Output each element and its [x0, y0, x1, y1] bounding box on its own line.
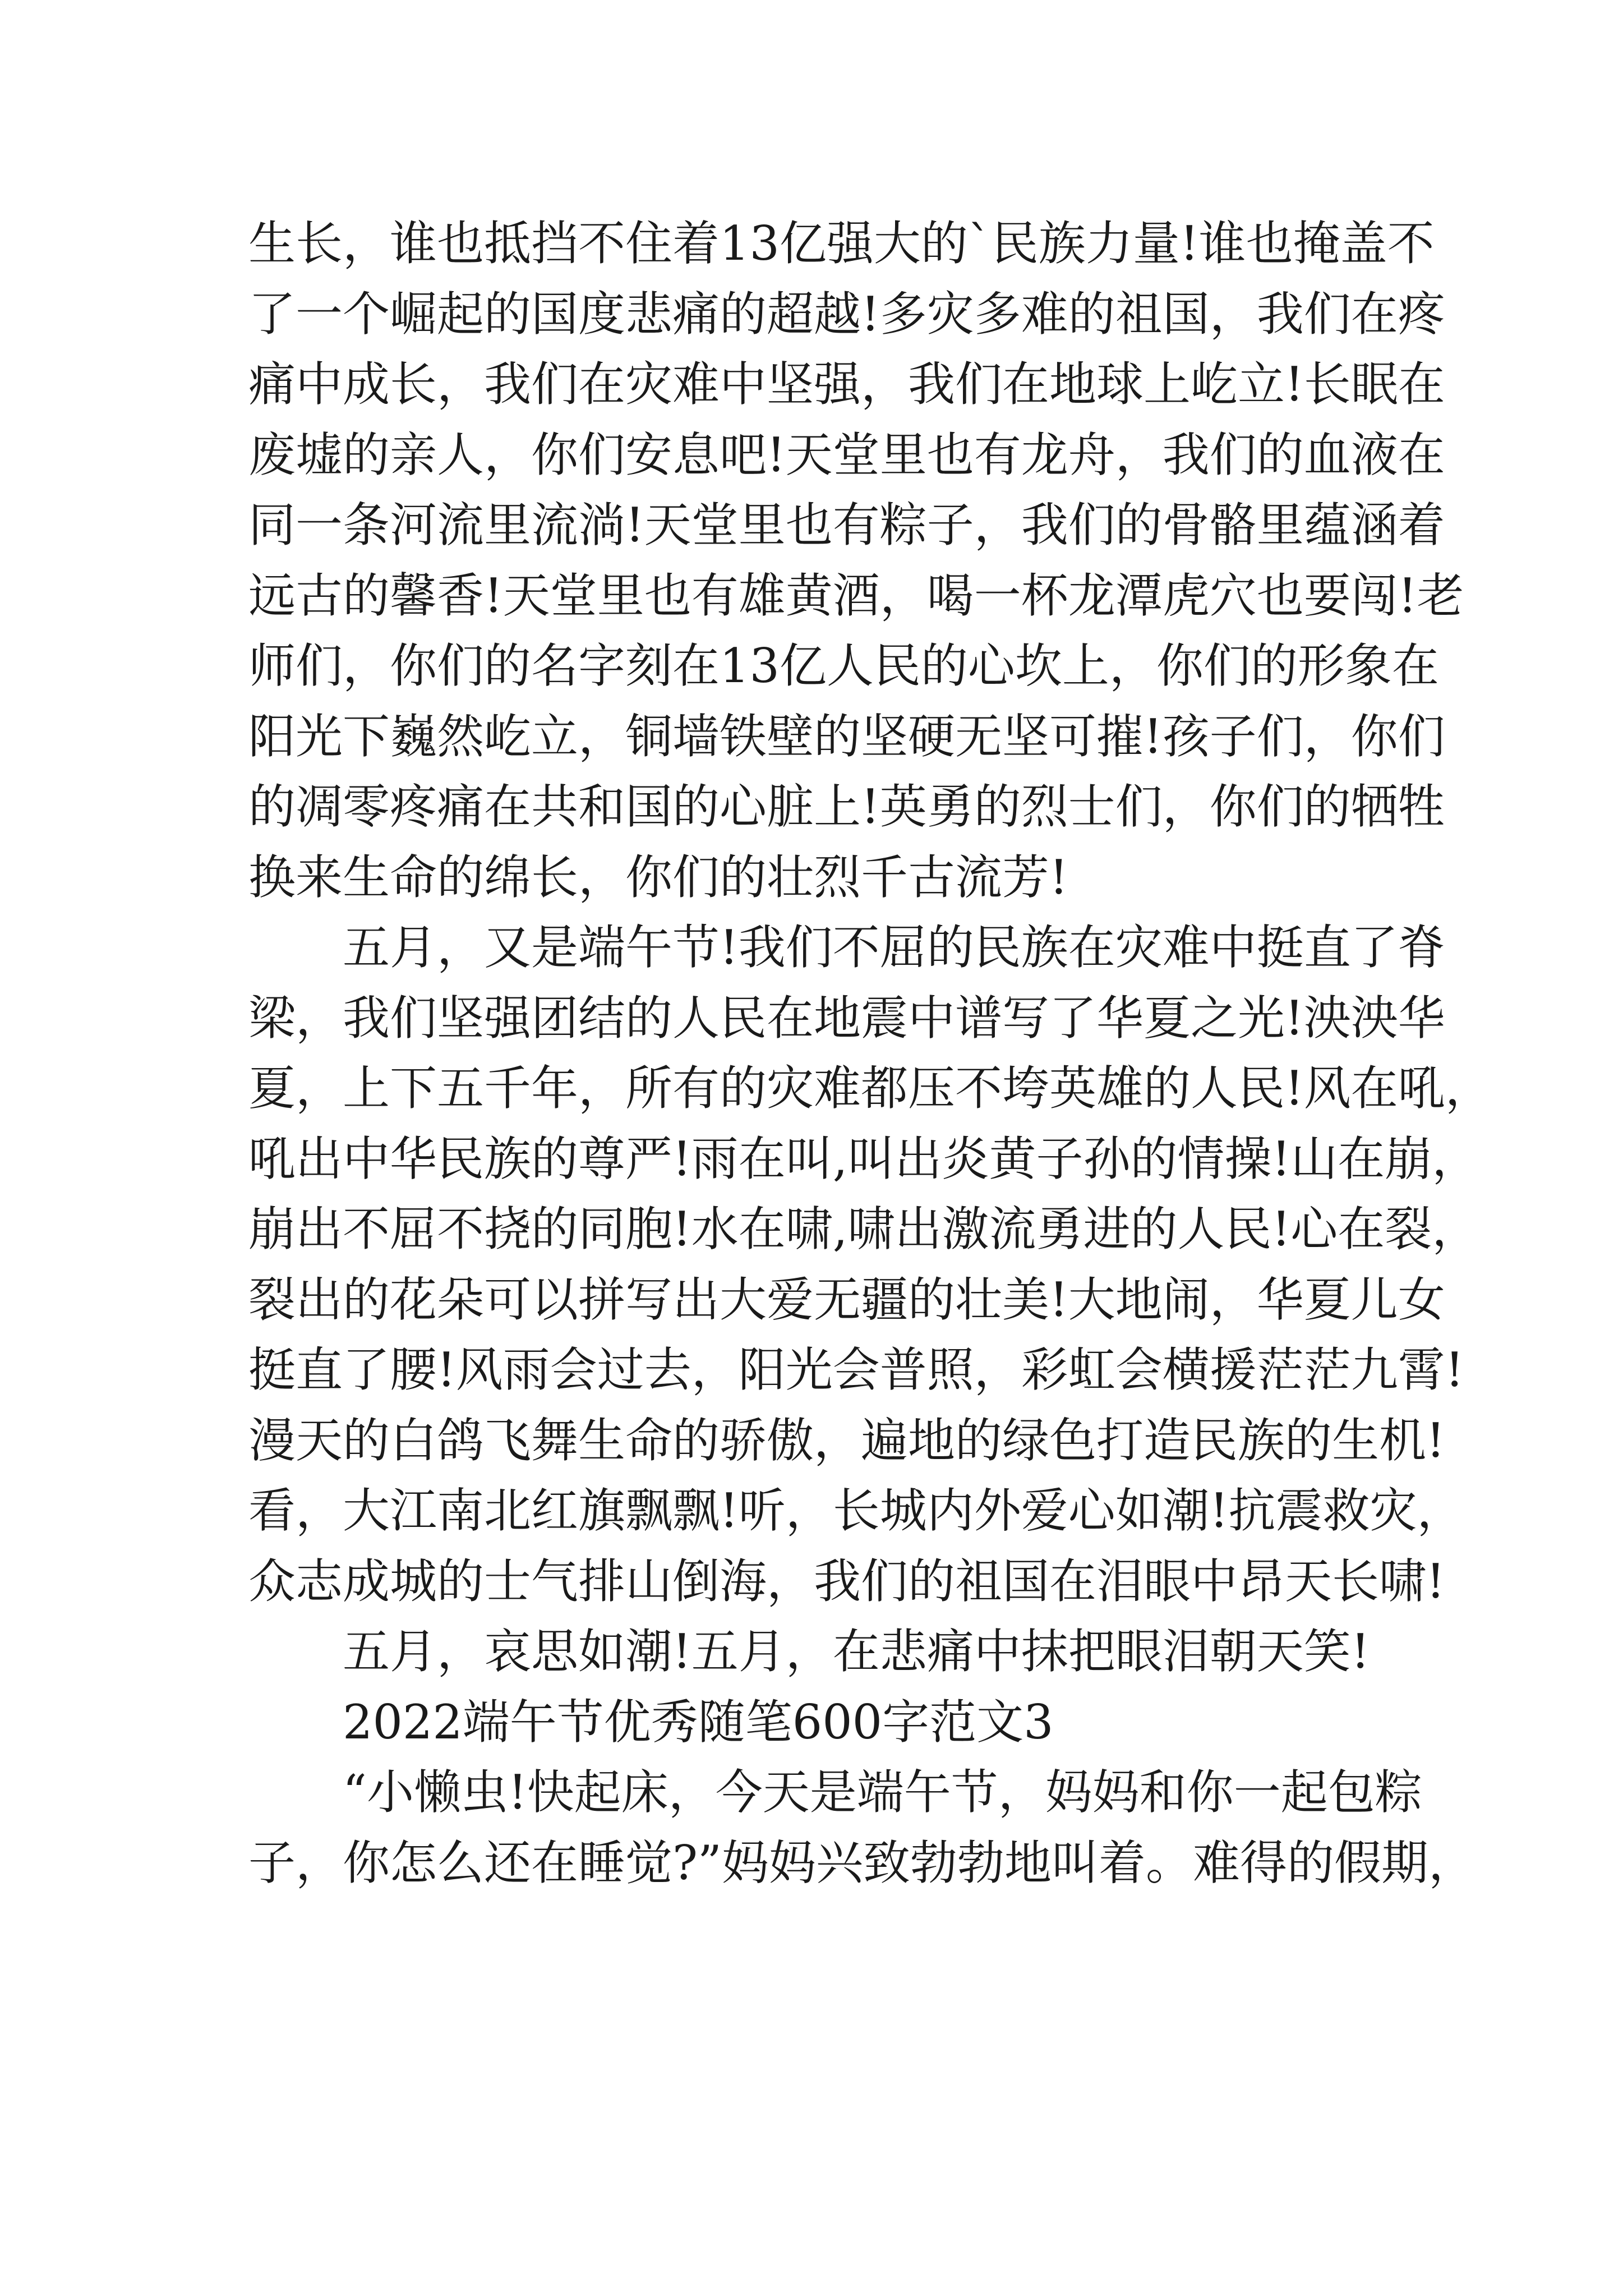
- text-line: 挺直了腰!风雨会过去，阳光会普照，彩虹会横援茫茫九霄!: [248, 1342, 1464, 1397]
- text-line: 崩出不屈不挠的同胞!水在啸,啸出激流勇进的人民!心在裂，: [248, 1202, 1479, 1257]
- text-line: 漫天的白鸽飞舞生命的骄傲，遍地的绿色打造民族的生机!: [248, 1412, 1445, 1468]
- text-line: 阳光下巍然屹立，铜墙铁壁的坚硬无坚可摧!孩子们，你们: [248, 708, 1445, 764]
- text-line: 2022端午节优秀随笔600字范文3: [343, 1694, 1054, 1750]
- text-line: 同一条河流里流淌!天堂里也有粽子，我们的骨骼里蕴涵着: [248, 498, 1445, 553]
- text-line: 师们，你们的名字刻在13亿人民的心坎上，你们的形象在: [248, 638, 1439, 693]
- text-line: 的凋零疼痛在共和国的心脏上!英勇的烈士们，你们的牺牲: [248, 779, 1445, 834]
- text-line: 五月，哀思如潮!五月，在悲痛中抹把眼泪朝天笑!: [343, 1624, 1370, 1679]
- body-text: [248, 209, 1492, 1898]
- text-line: 痛中成长，我们在灾难中坚强，我们在地球上屹立!长眠在: [248, 357, 1445, 412]
- text-line: “小懒虫!快起床，今天是端午节，妈妈和你一起包粽: [343, 1765, 1422, 1820]
- text-line: 远古的馨香!天堂里也有雄黄酒，喝一杯龙潭虎穴也要闯!老: [248, 568, 1464, 623]
- text-line: 五月，又是端午节!我们不屈的民族在灾难中挺直了脊: [343, 920, 1445, 975]
- text-line: 了一个崛起的国度悲痛的超越!多灾多难的祖国，我们在疼: [248, 286, 1445, 342]
- text-line: 生长，谁也抵挡不住着13亿强大的`民族力量!谁也掩盖不: [248, 216, 1435, 271]
- text-line: 废墟的亲人，你们安息吧!天堂里也有龙舟，我们的血液在: [248, 427, 1445, 482]
- text-line: 看，大江南北红旗飘飘!听，长城内外爱心如潮!抗震救灾，: [248, 1483, 1464, 1538]
- text-line: 梁，我们坚强团结的人民在地震中谱写了华夏之光!泱泱华: [248, 990, 1445, 1046]
- text-line: 换来生命的绵长，你们的壮烈千古流芳!: [248, 849, 1068, 905]
- text-line: 裂出的花朵可以拼写出大爱无疆的壮美!大地闹，华夏儿女: [248, 1272, 1445, 1327]
- text-line: 吼出中华民族的尊严!雨在叫,叫出炎黄子孙的情操!山在崩，: [248, 1131, 1479, 1186]
- text-line: 夏，上下五千年，所有的灾难都压不垮英雄的人民!风在吼，: [248, 1061, 1492, 1116]
- text-line: 子，你怎么还在睡觉?”妈妈兴致勃勃地叫着。难得的假期，: [248, 1835, 1476, 1890]
- text-line: 众志成城的士气排山倒海，我们的祖国在泪眼中昂天长啸!: [248, 1553, 1445, 1609]
